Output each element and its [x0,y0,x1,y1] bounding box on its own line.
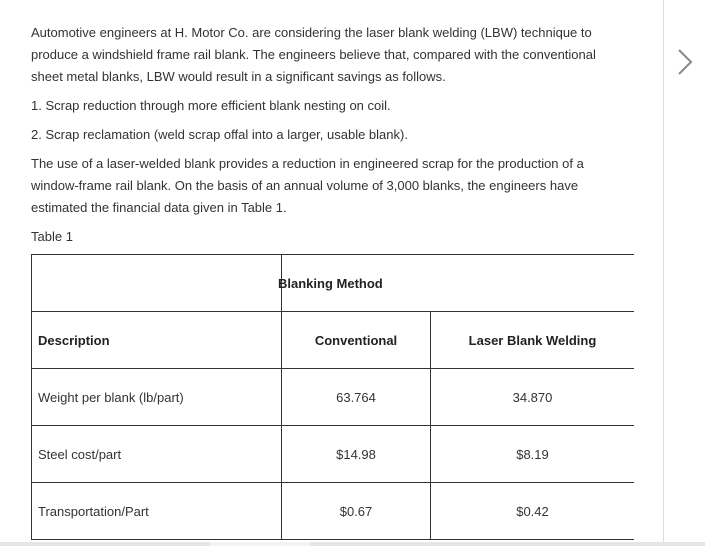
problem-text [31,22,631,248]
cell: $14.98 [282,426,431,483]
list-item: 2. Scrap reclamation (weld scrap offal into a larger, usable blank). [31,127,408,142]
chevron-right-icon [676,48,696,76]
cell: Transportation/Part [32,483,282,540]
table-row [32,426,635,483]
next-button[interactable] [676,48,696,76]
horizontal-scrollbar[interactable] [0,542,705,546]
cell: Steel cost/part [32,426,282,483]
cell: 63.764 [282,369,431,426]
header-description: Description [32,312,282,369]
header-conventional: Conventional [282,312,431,369]
intro-paragraph: Automotive engineers at H. Motor Co. are considering the laser blank welding (LBW) technique to produce a windshield frame rail blank. The engineers believe that, compared with the conventional sheet metal blanks, LBW would result in a significant savings as follows. [31,25,596,84]
cell: $0.67 [282,483,431,540]
panel-divider [663,0,664,546]
table-caption: Table 1 [31,229,73,244]
cell: Weight per blank (lb/part) [32,369,282,426]
cell: $8.19 [431,426,635,483]
cell: 34.870 [431,369,635,426]
header-lbw: Laser Blank Welding [431,312,635,369]
data-table [31,254,634,540]
table-row [32,369,635,426]
scrollbar-thumb[interactable] [210,542,310,546]
cell: $0.42 [431,483,635,540]
table-row [32,483,635,540]
list-item: 1. Scrap reduction through more efficient blank nesting on coil. [31,98,391,113]
group-header: Blanking Method [278,275,383,291]
body-paragraph: The use of a laser-welded blank provides a reduction in engineered scrap for the production of a window-frame rail blank. On the basis of an annual volume of 3,000 blanks, the engineers have estimated the financial data given in Table 1. [31,156,584,215]
